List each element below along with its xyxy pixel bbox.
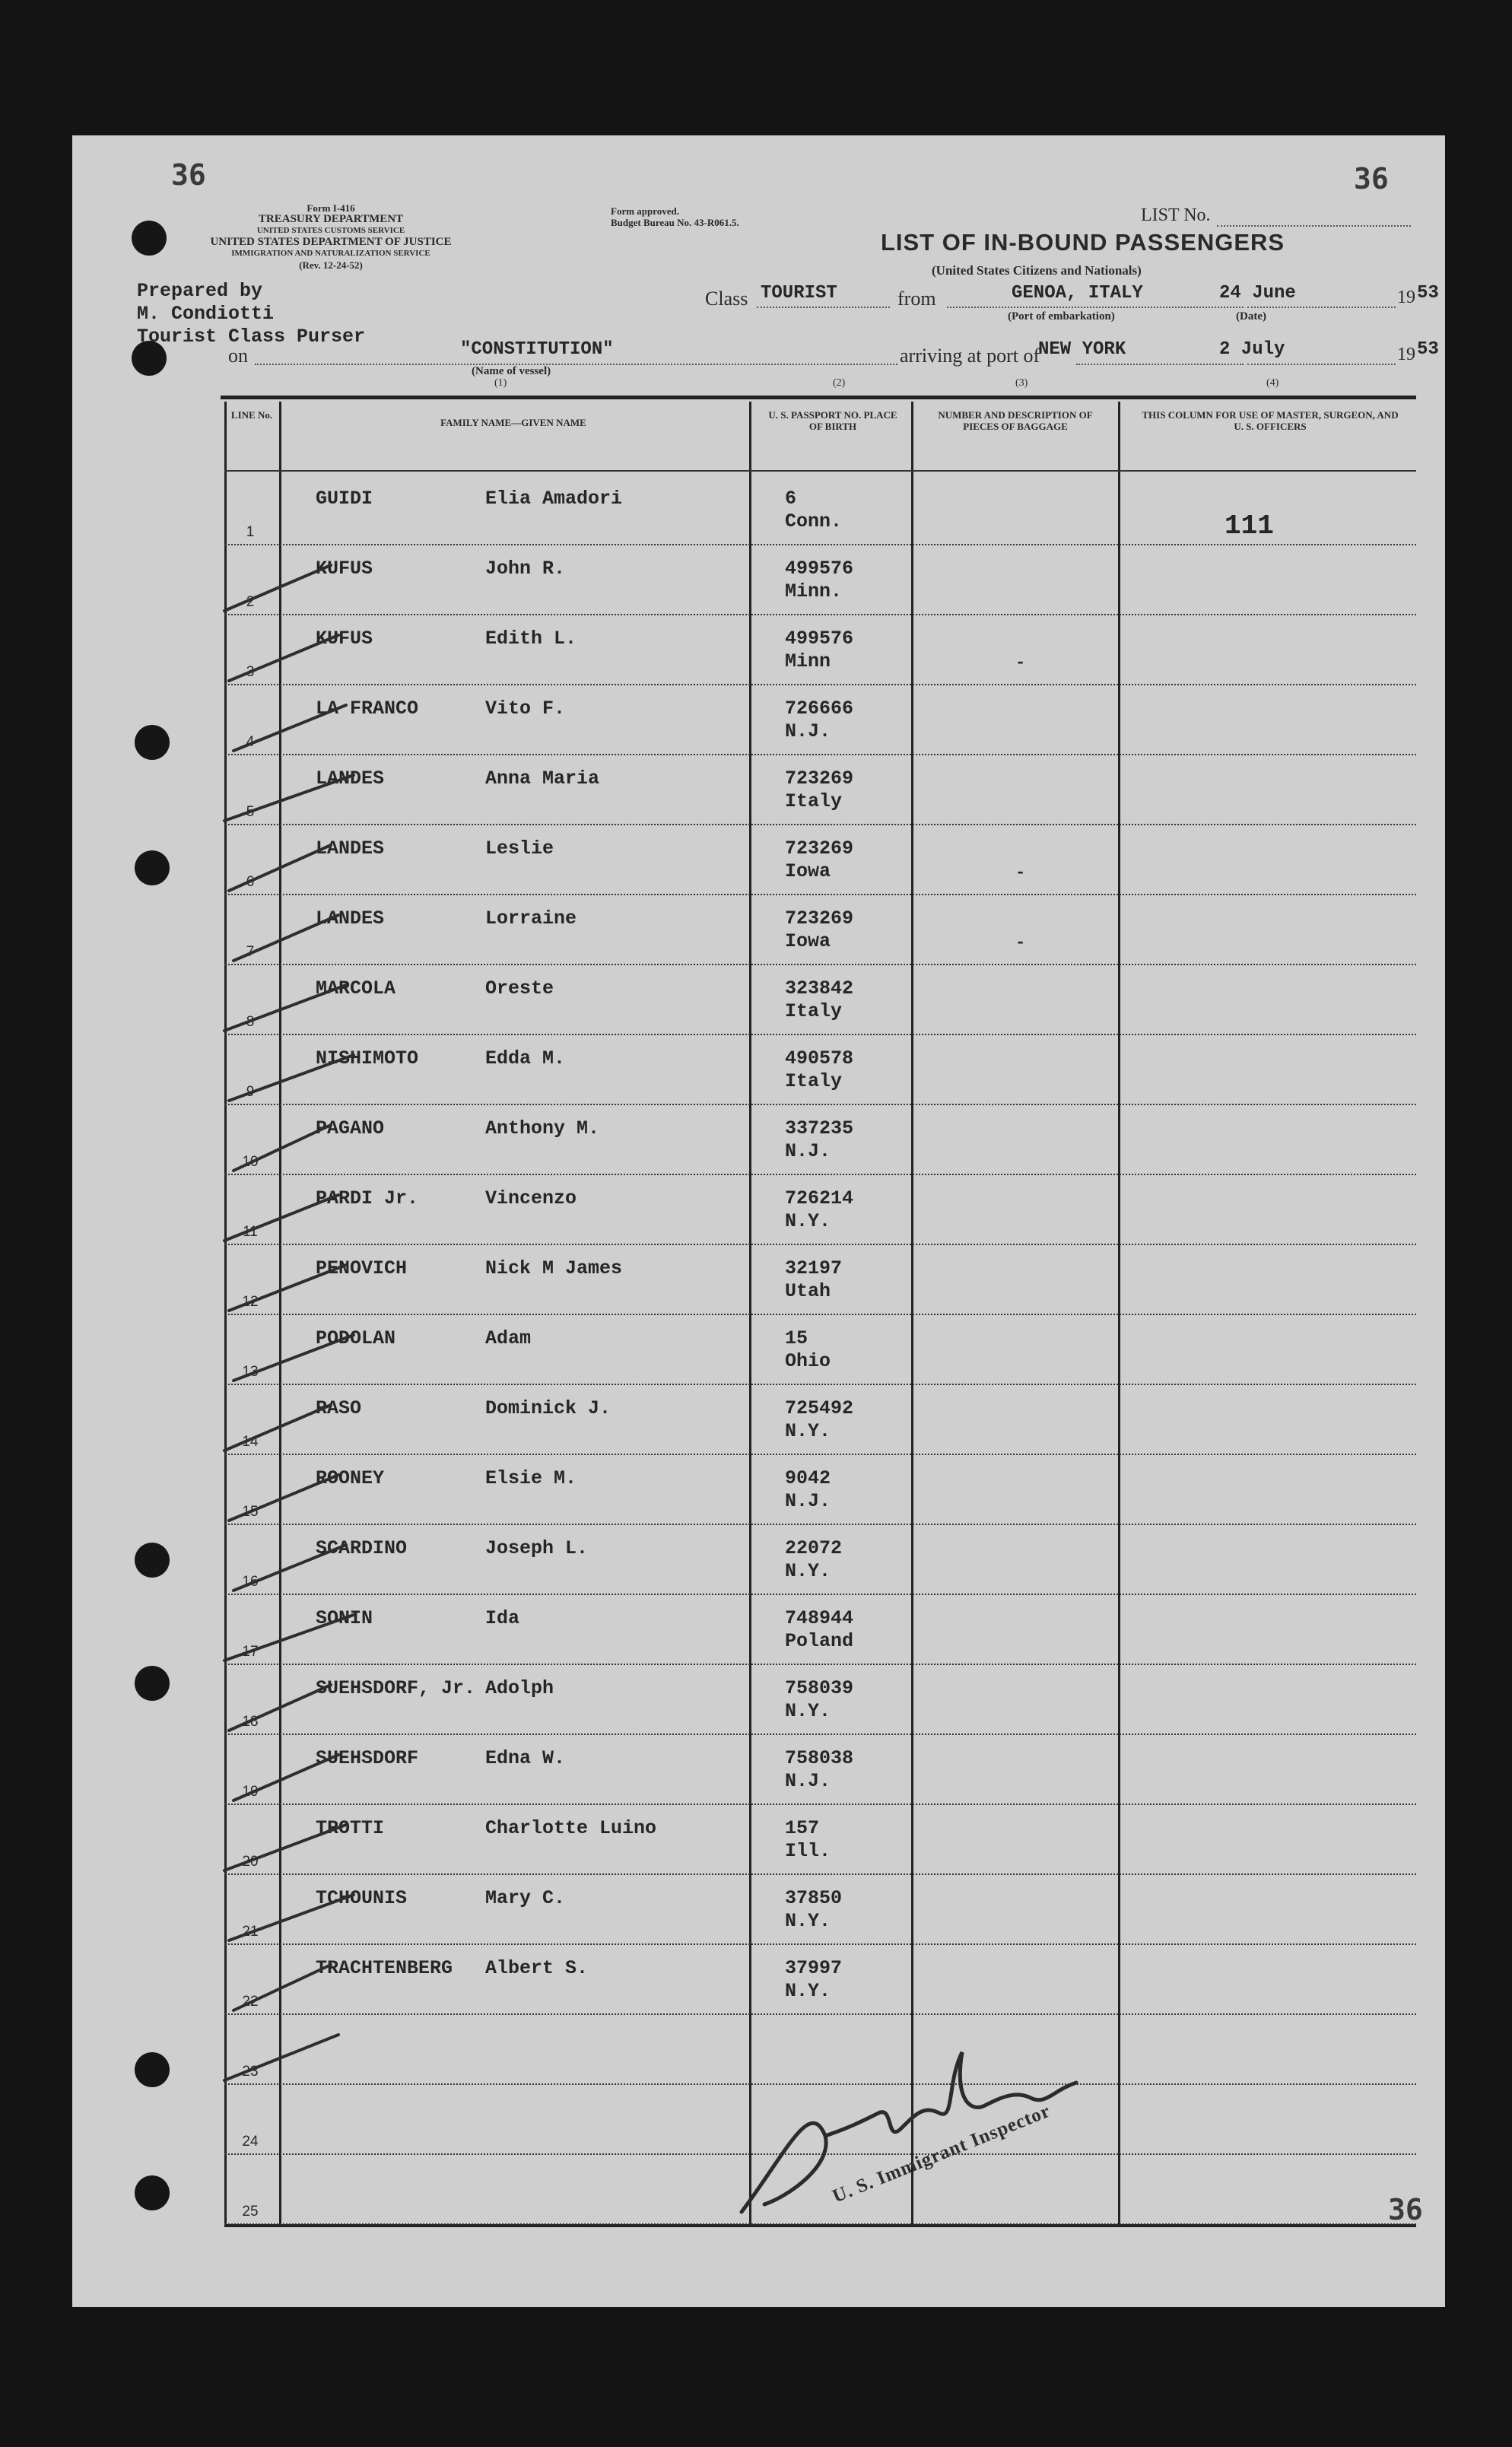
check-mark — [229, 1265, 346, 1311]
caption-4: (4) — [1266, 377, 1279, 389]
form-approval: Form approved. Budget Bureau No. 43-R061.5. — [611, 205, 739, 228]
line-number: 23 — [242, 2064, 259, 2080]
family-name: PENOVICH — [316, 1257, 408, 1279]
given-name: Lorraine — [485, 907, 577, 930]
given-name: Anna Maria — [485, 767, 600, 790]
inspector-signature — [696, 2037, 1122, 2235]
line-number: 5 — [246, 804, 255, 820]
passport-number: 723269 — [785, 767, 854, 790]
check-mark — [229, 1475, 338, 1521]
family-name: ROONEY — [316, 1467, 385, 1489]
place-of-birth: N.J. — [785, 720, 831, 742]
family-name: TCHOUNIS — [316, 1887, 408, 1909]
family-name: MARCOLA — [316, 977, 396, 999]
family-name: LANDES — [316, 767, 385, 790]
punch-hole — [135, 2052, 170, 2087]
line-number: 3 — [246, 664, 255, 680]
given-name: Charlotte Luino — [485, 1817, 657, 1839]
check-mark — [224, 1405, 331, 1451]
passport-number: 499576 — [785, 628, 854, 650]
page-number-bottom-right: 36 — [1388, 2193, 1423, 2226]
list-subtitle: (United States Citizens and Nationals) — [932, 263, 1142, 278]
vessel-name: "CONSTITUTION" — [460, 339, 614, 360]
line-number: 16 — [242, 1574, 259, 1590]
family-name: LANDES — [316, 907, 385, 930]
from-port: GENOA, ITALY — [1012, 283, 1143, 303]
arrival-year-prefix: 19 — [1397, 345, 1415, 364]
family-name: SCARDINO — [316, 1537, 408, 1559]
line-number: 11 — [243, 1224, 258, 1240]
given-name: Mary C. — [485, 1887, 566, 1909]
given-name: Leslie — [485, 837, 554, 860]
line-number: 19 — [242, 1784, 259, 1800]
place-of-birth: N.J. — [785, 1140, 831, 1162]
col-baggage: NUMBER AND DESCRIPTION OF PIECES OF BAGGAGE — [938, 409, 1093, 432]
col-name: FAMILY NAME—GIVEN NAME — [440, 417, 586, 428]
family-name: RASO — [316, 1397, 362, 1419]
passport-number: 6 — [785, 488, 797, 510]
list-no-label: LIST No. — [1141, 205, 1211, 225]
arrival-date: 2 July — [1219, 339, 1285, 360]
baggage-entry: - — [1015, 653, 1026, 672]
given-name: Adam — [485, 1327, 532, 1349]
place-of-birth: Iowa — [785, 930, 831, 952]
arrival-year: 53 — [1417, 339, 1439, 360]
check-mark — [229, 845, 331, 891]
form-identifier: Form I-416 TREASURY DEPARTMENT UNITED STATES CUSTOMS SERVICE UNITED STATES DEPARTMENT OF JUSTICE IMMIGRATION AND NATURALIZATION SERVICE (Rev. 12-24-52) — [210, 202, 452, 271]
punch-hole — [135, 850, 170, 885]
line-number: 21 — [242, 1924, 259, 1940]
place-of-birth: Poland — [785, 1630, 854, 1652]
punch-hole — [135, 1666, 170, 1701]
given-name: Edith L. — [485, 628, 577, 650]
family-name: PARDI Jr. — [316, 1187, 419, 1209]
check-mark — [224, 2035, 338, 2080]
passport-number: 726214 — [785, 1187, 854, 1209]
check-mark — [233, 1125, 331, 1171]
line-number: 10 — [242, 1154, 259, 1170]
vessel-field — [255, 364, 897, 365]
family-name: KUFUS — [316, 558, 373, 580]
class-label: Class — [705, 288, 748, 310]
check-mark — [229, 635, 338, 681]
line-number: 13 — [242, 1364, 259, 1380]
given-name: Elia Amadori — [485, 488, 623, 510]
header-separator — [224, 470, 1416, 472]
given-name: Dominick J. — [485, 1397, 611, 1419]
place-of-birth: N.Y. — [785, 1910, 831, 1932]
page-number-top-left: 36 — [171, 158, 206, 192]
check-mark — [233, 1755, 338, 1800]
check-mark — [233, 915, 338, 961]
passport-number: 758039 — [785, 1677, 854, 1699]
manifest-sheet — [72, 135, 1445, 2307]
line-number: 22 — [242, 1994, 259, 2010]
class-value: TOURIST — [761, 283, 837, 303]
check-mark — [233, 705, 346, 751]
place-of-birth: Conn. — [785, 510, 843, 532]
given-name: Vincenzo — [485, 1187, 577, 1209]
place-of-birth: Italy — [785, 790, 843, 812]
family-name: TRACHTENBERG — [316, 1957, 453, 1979]
col-line-no: LINE No. — [230, 409, 273, 421]
given-name: Adolph — [485, 1677, 554, 1699]
check-mark — [224, 985, 346, 1031]
place-of-birth: N.Y. — [785, 1700, 831, 1722]
check-mark — [224, 1195, 338, 1241]
given-name: Nick M James — [485, 1257, 623, 1279]
family-name: PAGANO — [316, 1117, 385, 1139]
from-field — [947, 307, 1244, 308]
passport-number: 490578 — [785, 1047, 854, 1069]
passport-number: 9042 — [785, 1467, 831, 1489]
passport-number: 499576 — [785, 558, 854, 580]
check-mark — [229, 1055, 354, 1101]
arriving-label: arriving at port of — [900, 345, 1040, 367]
place-of-birth: Italy — [785, 1000, 843, 1022]
family-name: GUIDI — [316, 488, 373, 510]
check-mark — [229, 1685, 331, 1730]
passport-number: 725492 — [785, 1397, 854, 1419]
line-number: 6 — [246, 874, 255, 890]
punch-hole — [135, 2175, 170, 2210]
punch-hole — [135, 725, 170, 760]
passport-number: 758038 — [785, 1747, 854, 1769]
baggage-entry: - — [1015, 933, 1026, 952]
table-row — [224, 474, 1416, 544]
check-marks — [217, 546, 600, 2144]
family-name: TROTTI — [316, 1817, 385, 1839]
place-of-birth: Ohio — [785, 1350, 831, 1372]
class-field — [757, 307, 890, 308]
line-number: 4 — [246, 734, 255, 750]
given-name: Vito F. — [485, 698, 566, 720]
given-name: Elsie M. — [485, 1467, 577, 1489]
line-number: 17 — [242, 1644, 259, 1660]
date-caption: (Date) — [1236, 310, 1266, 323]
punch-hole — [132, 221, 167, 256]
given-name: Edna W. — [485, 1747, 566, 1769]
family-name: PODOLAN — [316, 1327, 396, 1349]
line-number: 9 — [246, 1084, 255, 1100]
place-of-birth: N.Y. — [785, 1560, 831, 1582]
caption-3: (3) — [1015, 377, 1028, 389]
line-number: 12 — [242, 1294, 259, 1310]
embark-date-field — [1247, 307, 1396, 308]
passport-number: 22072 — [785, 1537, 843, 1559]
line-number: 14 — [242, 1434, 259, 1450]
check-mark — [229, 1895, 354, 1940]
check-mark — [224, 775, 354, 821]
check-mark — [233, 1545, 346, 1591]
line-number: 8 — [246, 1014, 255, 1030]
page-number-top-right: 36 — [1354, 162, 1389, 195]
passport-number: 723269 — [785, 907, 854, 930]
family-name: SONIN — [316, 1607, 373, 1629]
list-title: LIST OF IN-BOUND PASSENGERS — [881, 229, 1285, 256]
family-name: NISHIMOTO — [316, 1047, 419, 1069]
line-number: 20 — [242, 1854, 259, 1870]
passport-number: 723269 — [785, 837, 854, 860]
col-officers: THIS COLUMN FOR USE OF MASTER, SURGEON, AND U. S. OFFICERS — [1142, 409, 1399, 432]
inspector-stamp: U. S. Immigrant Inspector — [829, 2100, 1053, 2207]
line-number: 15 — [242, 1504, 259, 1520]
line-number: 24 — [242, 2134, 259, 2150]
given-name: Ida — [485, 1607, 520, 1629]
embark-date: 24 June — [1219, 283, 1296, 303]
passport-number: 37997 — [785, 1957, 843, 1979]
arrival-port: NEW YORK — [1038, 339, 1126, 360]
line-number: 2 — [246, 594, 255, 610]
place-of-birth: Minn — [785, 650, 831, 672]
vessel-caption: (Name of vessel) — [472, 365, 551, 377]
place-of-birth: Minn. — [785, 580, 843, 602]
given-name: Joseph L. — [485, 1537, 589, 1559]
given-name: John R. — [485, 558, 566, 580]
punch-hole — [135, 1543, 170, 1578]
arrival-date-field — [1247, 364, 1396, 365]
place-of-birth: N.Y. — [785, 1420, 831, 1442]
baggage-entry: - — [1015, 863, 1026, 882]
family-name: SUEHSDORF — [316, 1747, 419, 1769]
from-label: from — [897, 288, 936, 310]
passport-number: 323842 — [785, 977, 854, 999]
line-number: 1 — [246, 524, 255, 540]
place-of-birth: N.Y. — [785, 1980, 831, 2002]
prepared-by: Prepared by M. Condiotti Tourist Class Purser — [137, 280, 366, 348]
passport-number: 337235 — [785, 1117, 854, 1139]
passport-number: 726666 — [785, 698, 854, 720]
passport-number: 32197 — [785, 1257, 843, 1279]
passport-number: 15 — [785, 1327, 808, 1349]
passport-number: 37850 — [785, 1887, 843, 1909]
family-name: LA FRANCO — [316, 698, 419, 720]
place-of-birth: N.J. — [785, 1770, 831, 1792]
place-of-birth: Iowa — [785, 860, 831, 882]
place-of-birth: Utah — [785, 1280, 831, 1302]
given-name: Anthony M. — [485, 1117, 600, 1139]
place-of-birth: N.J. — [785, 1490, 831, 1512]
place-of-birth: Ill. — [785, 1840, 831, 1862]
check-mark — [224, 565, 331, 611]
line-number: 18 — [242, 1714, 259, 1730]
officer-note: 111 — [1225, 510, 1274, 542]
embark-year-prefix: 19 — [1397, 288, 1415, 307]
line-number: 7 — [246, 944, 255, 960]
given-name: Edda M. — [485, 1047, 566, 1069]
place-of-birth: Italy — [785, 1070, 843, 1092]
embark-year: 53 — [1417, 283, 1439, 303]
family-name: KUFUS — [316, 628, 373, 650]
passport-number: 157 — [785, 1817, 820, 1839]
check-mark — [233, 1965, 331, 2010]
arrival-port-field — [1076, 364, 1244, 365]
given-name: Albert S. — [485, 1957, 589, 1979]
on-label: on — [228, 345, 248, 367]
header-rule — [221, 396, 1416, 399]
caption-1: (1) — [494, 377, 507, 389]
given-name: Oreste — [485, 977, 554, 999]
place-of-birth: N.Y. — [785, 1210, 831, 1232]
caption-2: (2) — [833, 377, 846, 389]
passport-number: 748944 — [785, 1607, 854, 1629]
col-passport: U. S. PASSPORT NO. PLACE OF BIRTH — [768, 409, 897, 432]
port-embarkation-caption: (Port of embarkation) — [1008, 310, 1115, 323]
family-name: LANDES — [316, 837, 385, 860]
line-number: 25 — [242, 2204, 259, 2220]
list-no-field — [1217, 225, 1411, 227]
check-mark — [224, 1615, 354, 1660]
family-name: SUEHSDORF, Jr. — [316, 1677, 476, 1699]
check-mark — [233, 1335, 354, 1381]
check-mark — [224, 1825, 346, 1870]
